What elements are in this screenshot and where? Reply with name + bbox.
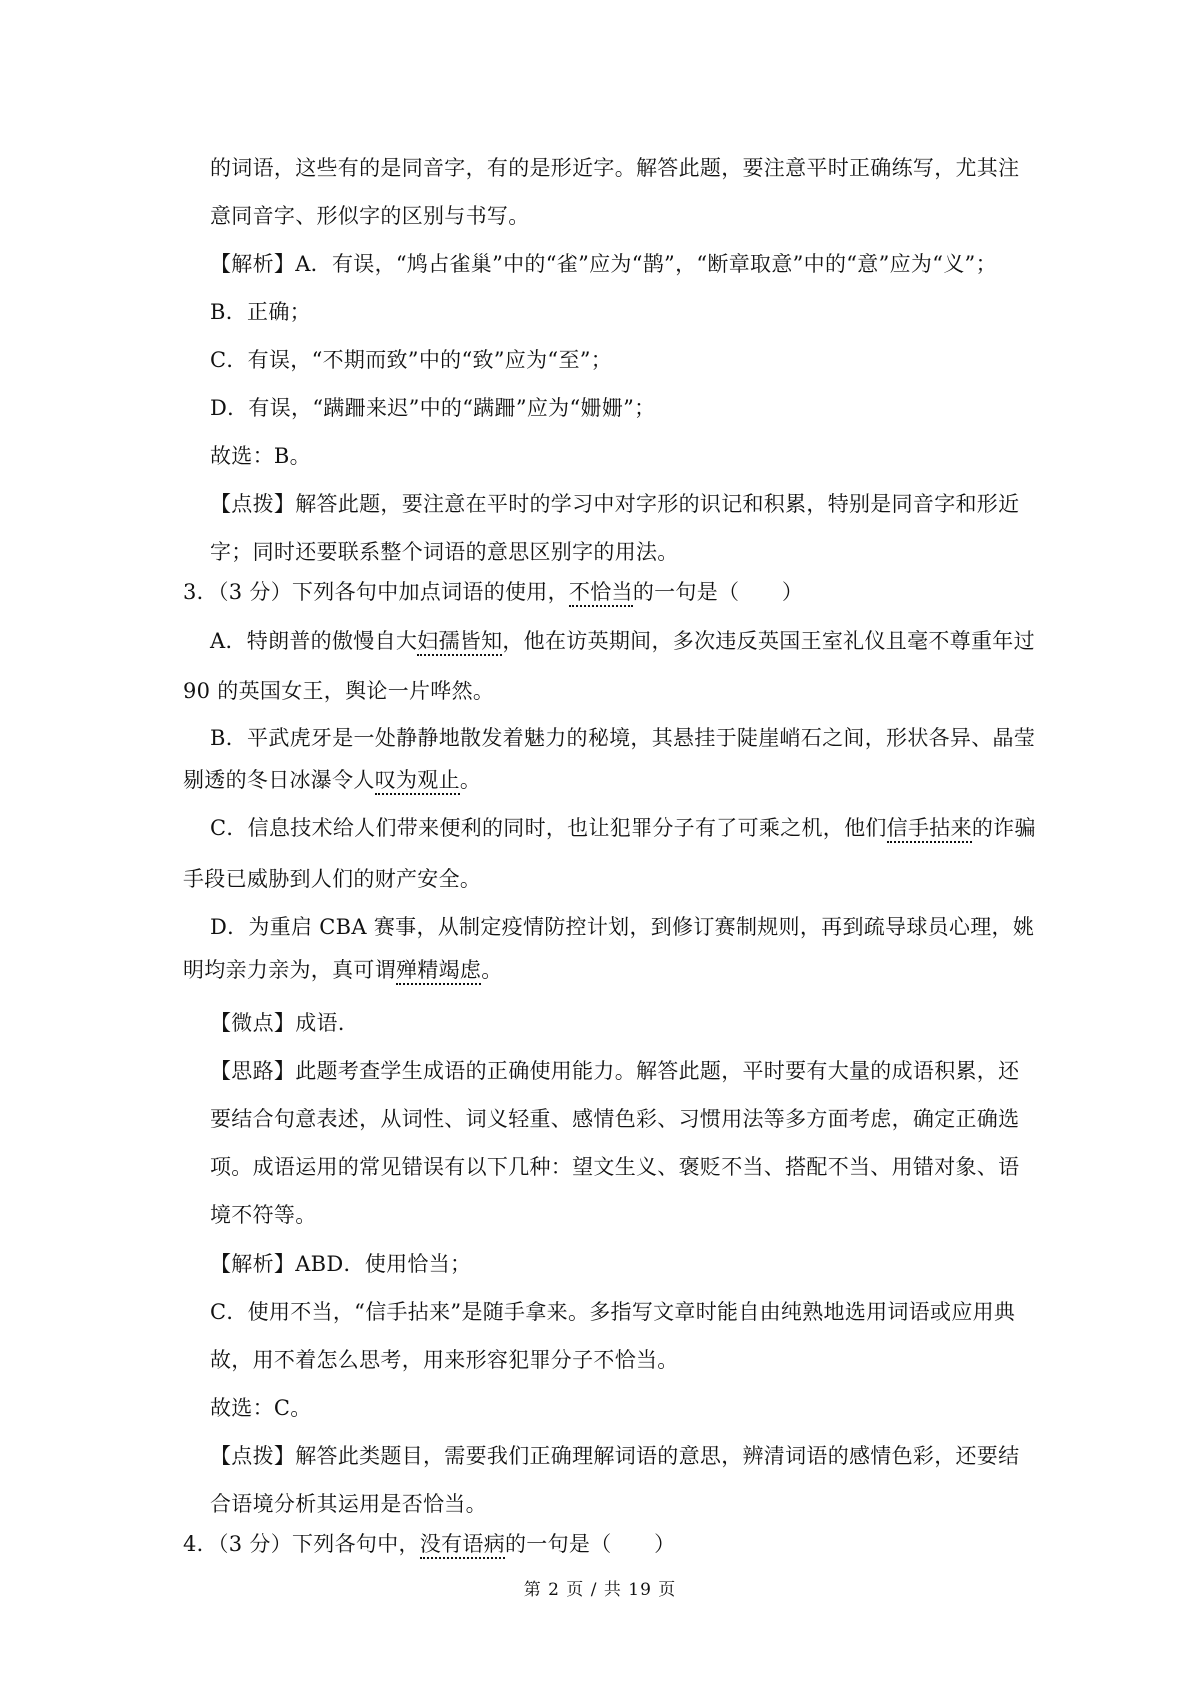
text-run: 剔透的冬日冰瀑令人 xyxy=(183,768,375,792)
text-line xyxy=(210,1297,1015,1327)
text-run: 的诈骗 xyxy=(971,816,1036,840)
text-line xyxy=(210,393,655,423)
emphasized-phrase: 妇孺皆知 xyxy=(417,629,502,656)
text-run: 项。成语运用的常见错误有以下几种：望文生义、褒贬不当、搭配不当、用错对象、语 xyxy=(210,1155,1020,1179)
text-line xyxy=(210,1345,679,1375)
text-run: 【点拨】解答此题，要注意在平时的学习中对字形的识记和积累，特别是同音字和形近 xyxy=(210,492,1020,516)
text-line xyxy=(210,1489,487,1519)
emphasized-phrase: 殚精竭虑 xyxy=(396,958,481,985)
text-line xyxy=(183,955,503,985)
text-run: 故选：B。 xyxy=(210,444,311,468)
text-line xyxy=(210,626,1035,656)
text-run: 合语境分析其运用是否恰当。 xyxy=(210,1492,487,1516)
text-run: 明均亲力亲为，真可谓 xyxy=(183,958,396,982)
text-line xyxy=(210,537,679,567)
text-run: A．特朗普的傲慢自大 xyxy=(210,629,418,653)
text-line xyxy=(210,1249,471,1279)
emphasized-phrase: 没有语病 xyxy=(420,1532,505,1559)
text-line xyxy=(210,249,997,279)
text-line xyxy=(210,1200,317,1230)
text-run: 的一句是（ ） xyxy=(632,580,804,604)
text-run: 要结合句意表述，从词性、词义轻重、感情色彩、习惯用法等多方面考虑，确定正确选 xyxy=(210,1107,1020,1131)
text-run: B．平武虎牙是一处静静地散发着魅力的秘境，其悬挂于陡崖峭石之间，形状各异、晶莹 xyxy=(210,726,1036,750)
text-line xyxy=(210,1441,1019,1471)
text-line xyxy=(183,1529,675,1559)
text-run: C．有误，“不期而致”中的“致”应为“至”； xyxy=(210,348,613,372)
text-line xyxy=(210,1104,1019,1134)
text-line xyxy=(183,676,494,706)
emphasized-phrase: 叹为观止 xyxy=(375,768,460,795)
text-run: 。 xyxy=(481,958,503,982)
text-run: 【微点】成语. xyxy=(210,1011,345,1035)
text-line xyxy=(210,297,311,327)
text-line xyxy=(210,723,1035,753)
text-line xyxy=(210,912,1034,942)
text-line xyxy=(210,1056,1019,1086)
text-run: 境不符等。 xyxy=(210,1203,317,1227)
text-run: D．为重启 CBA 赛事，从制定疫情防控计划，到修订赛制规则，再到疏导球员心理，姚 xyxy=(210,915,1035,939)
text-run: C．使用不当，“信手拈来”是随手拿来。多指写文章时能自由纯熟地选用词语或应用典 xyxy=(210,1300,1016,1324)
emphasized-phrase: 不恰当 xyxy=(569,580,633,607)
text-run: 的词语，这些有的是同音字，有的是形近字。解答此题，要注意平时正确练写，尤其注 xyxy=(210,156,1020,180)
text-run: 故选：C。 xyxy=(210,1396,312,1420)
text-line xyxy=(183,864,481,894)
text-run: 【解析】A．有误，“鸠占雀巢”中的“雀”应为“鹊”，“断章取意”中的“意”应为“义”； xyxy=(210,252,997,276)
text-run: 故，用不着怎么思考，用来形容犯罪分子不恰当。 xyxy=(210,1348,679,1372)
text-line xyxy=(210,489,1019,519)
text-run: 3．（3 分）下列各句中加点词语的使用， xyxy=(183,580,569,604)
page-footer: 第 2 页 / 共 19 页 xyxy=(523,1580,677,1600)
text-line xyxy=(210,201,530,231)
text-line xyxy=(210,441,311,471)
text-run: C．信息技术给人们带来便利的同时，也让犯罪分子有了可乘之机，他们 xyxy=(210,816,887,840)
text-run: B．正确； xyxy=(210,300,311,324)
text-line xyxy=(210,1008,345,1038)
text-line xyxy=(210,813,1036,843)
text-run: 【点拨】解答此类题目，需要我们正确理解词语的意思，辨清词语的感情色彩，还要结 xyxy=(210,1444,1020,1468)
emphasized-phrase: 信手拈来 xyxy=(887,816,972,843)
text-run: 4．（3 分）下列各句中， xyxy=(183,1532,420,1556)
text-line xyxy=(210,153,1019,183)
text-run: 的一句是（ ） xyxy=(505,1532,676,1556)
text-run: 。 xyxy=(459,768,482,792)
text-line xyxy=(183,577,803,607)
text-run: 字；同时还要联系整个词语的意思区别字的用法。 xyxy=(210,540,679,564)
text-run: 【解析】ABD．使用恰当； xyxy=(210,1252,472,1276)
text-run: 意同音字、形似字的区别与书写。 xyxy=(210,204,530,228)
text-line xyxy=(210,1393,312,1423)
text-line xyxy=(183,765,481,795)
text-run: 【思路】此题考查学生成语的正确使用能力。解答此题，平时要有大量的成语积累，还 xyxy=(210,1059,1020,1083)
text-run: ，他在访英期间，多次违反英国王室礼仪且毫不尊重年过 xyxy=(502,629,1035,653)
text-run: 手段已威胁到人们的财产安全。 xyxy=(183,867,482,891)
text-line xyxy=(210,1152,1019,1182)
text-run: 90 的英国女王，舆论一片哗然。 xyxy=(183,679,495,703)
text-run: D．有误，“蹒跚来迟”中的“蹒跚”应为“姗姗”； xyxy=(210,396,656,420)
text-line xyxy=(210,345,612,375)
